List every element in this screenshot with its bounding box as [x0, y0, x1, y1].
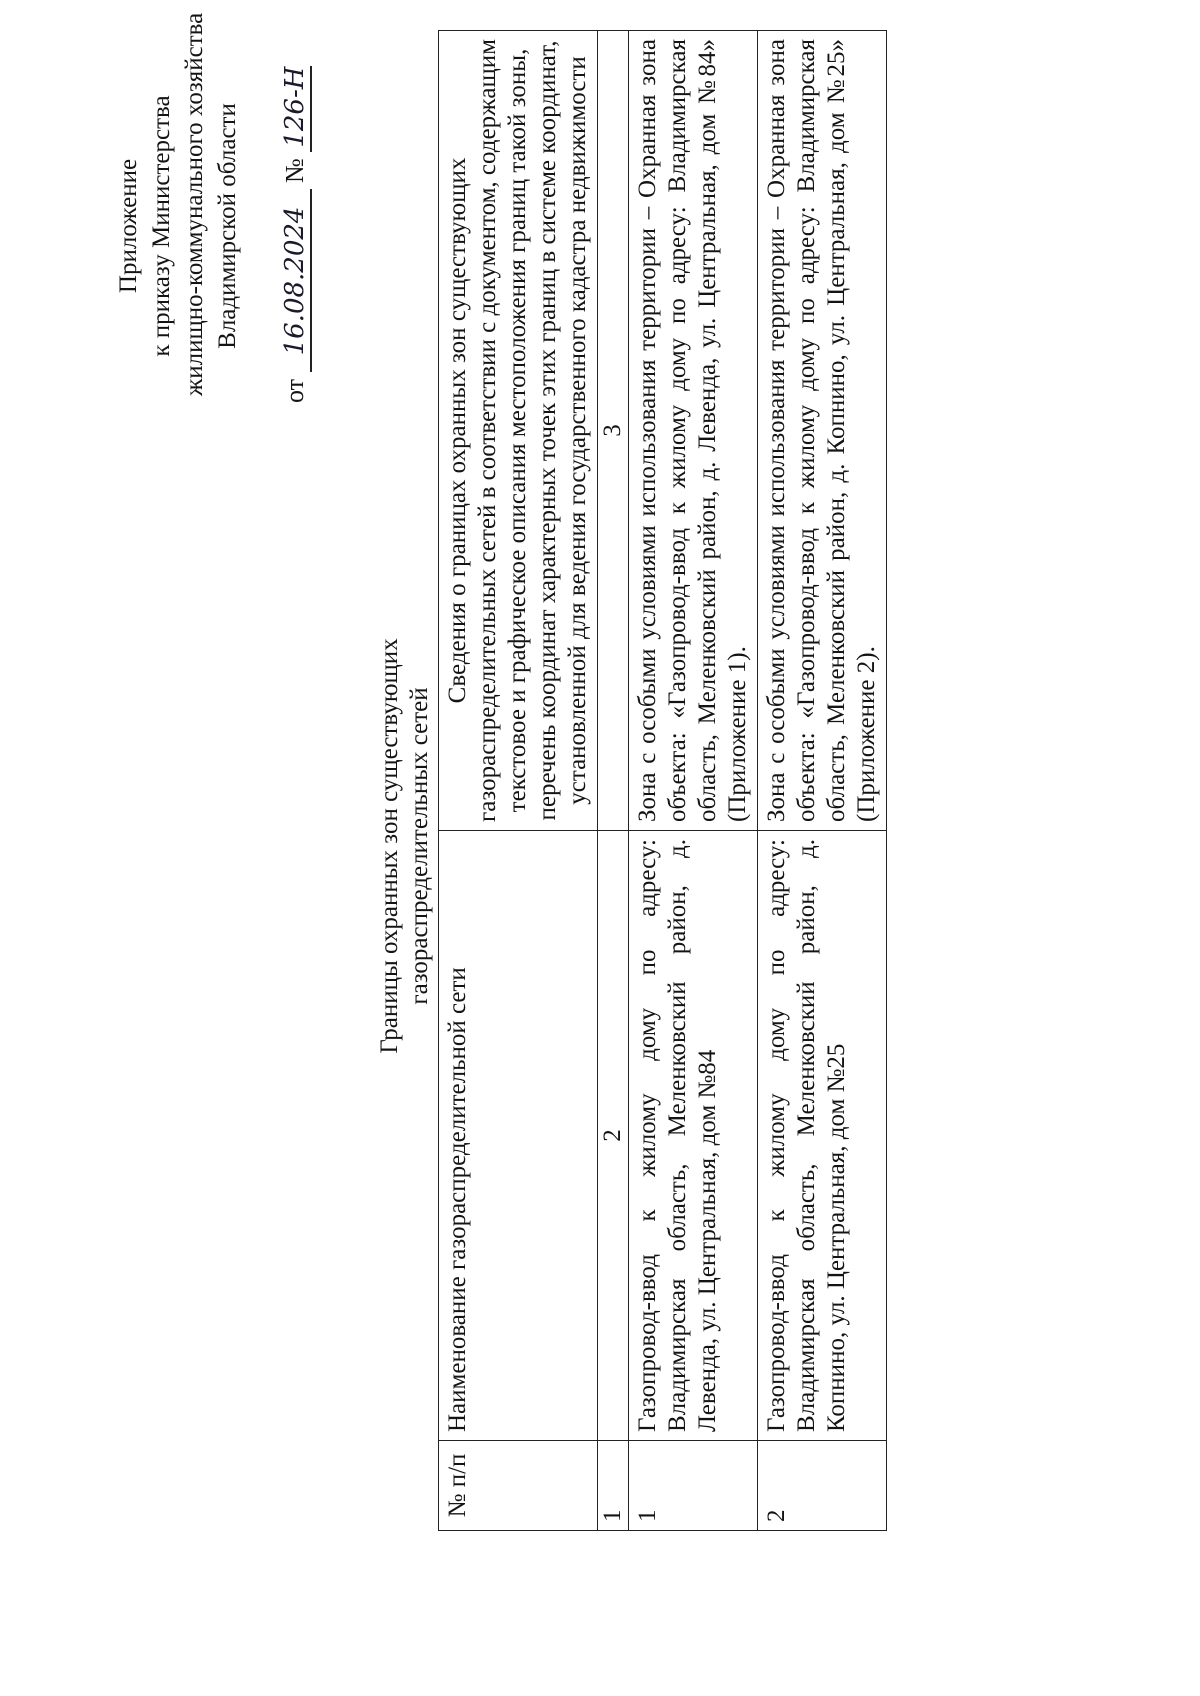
- order-date-number: [280, 43, 312, 403]
- column-number: 2: [598, 831, 629, 1441]
- table-row: [758, 31, 887, 1531]
- appendix-line: жилищно-коммунального хозяйства: [181, 12, 208, 396]
- row-network-name: Газопровод-ввод к жилому дому по адресу: Владимирская область, Меленковский район, д. Копнино, ул. Центральная, дом №25: [758, 831, 887, 1441]
- appendix-header: [112, 12, 244, 396]
- column-number: 1: [598, 1441, 629, 1531]
- table-row: [629, 31, 758, 1531]
- appendix-line: Владимирской области: [214, 103, 241, 349]
- appendix-line: Приложение: [115, 158, 142, 294]
- row-zone-info: Зона с особыми условиями использования территории – Охранная зона объекта: «Газопровод-ввод к жилому дому по адресу: Владимирская область, Меленковский район, д. Копнино, ул. Центральная, дом №25» (Приложение 2).: [758, 31, 887, 831]
- title-line-2: газораспределительных сетей: [406, 687, 433, 1005]
- header-zone-info: Сведения о границах охранных зон существующих газораспределительных сетей в соответствии с документом, содержащим текстовое и графическое описания местоположения границ такой зоны, перечень координат характерных точек этих границ в системе координат, установленной для ведения государственного кадастра недвижимости: [439, 31, 598, 831]
- row-number: 1: [629, 1441, 758, 1531]
- column-number: 3: [598, 31, 629, 831]
- row-number: 2: [758, 1441, 887, 1531]
- header-network-name: Наименование газораспределительной сети: [439, 831, 598, 1441]
- document-title: [375, 466, 435, 1226]
- number-label: №: [280, 158, 309, 183]
- appendix-line: к приказу Министерства: [148, 95, 175, 357]
- handwritten-date: 16.08.2024: [280, 189, 312, 372]
- header-number: № п/п: [439, 1441, 598, 1531]
- row-network-name: Газопровод-ввод к жилому дому по адресу: Владимирская область, Меленковский район, д. Левенда, ул. Центральная, дом №84: [629, 831, 758, 1441]
- column-number-row: [598, 31, 629, 1531]
- zones-table: [438, 30, 887, 1531]
- table-header-row: [439, 31, 598, 1531]
- title-line-1: Границы охранных зон существующих: [376, 638, 403, 1054]
- handwritten-number: 126-Н: [280, 66, 312, 152]
- row-zone-info: Зона с особыми условиями использования территории – Охранная зона объекта: «Газопровод-ввод к жилому дому по адресу: Владимирская область, Меленковский район, д. Левенда, ул. Центральная, дом №84» (Приложение 1).: [629, 31, 758, 831]
- from-label: от: [280, 378, 309, 403]
